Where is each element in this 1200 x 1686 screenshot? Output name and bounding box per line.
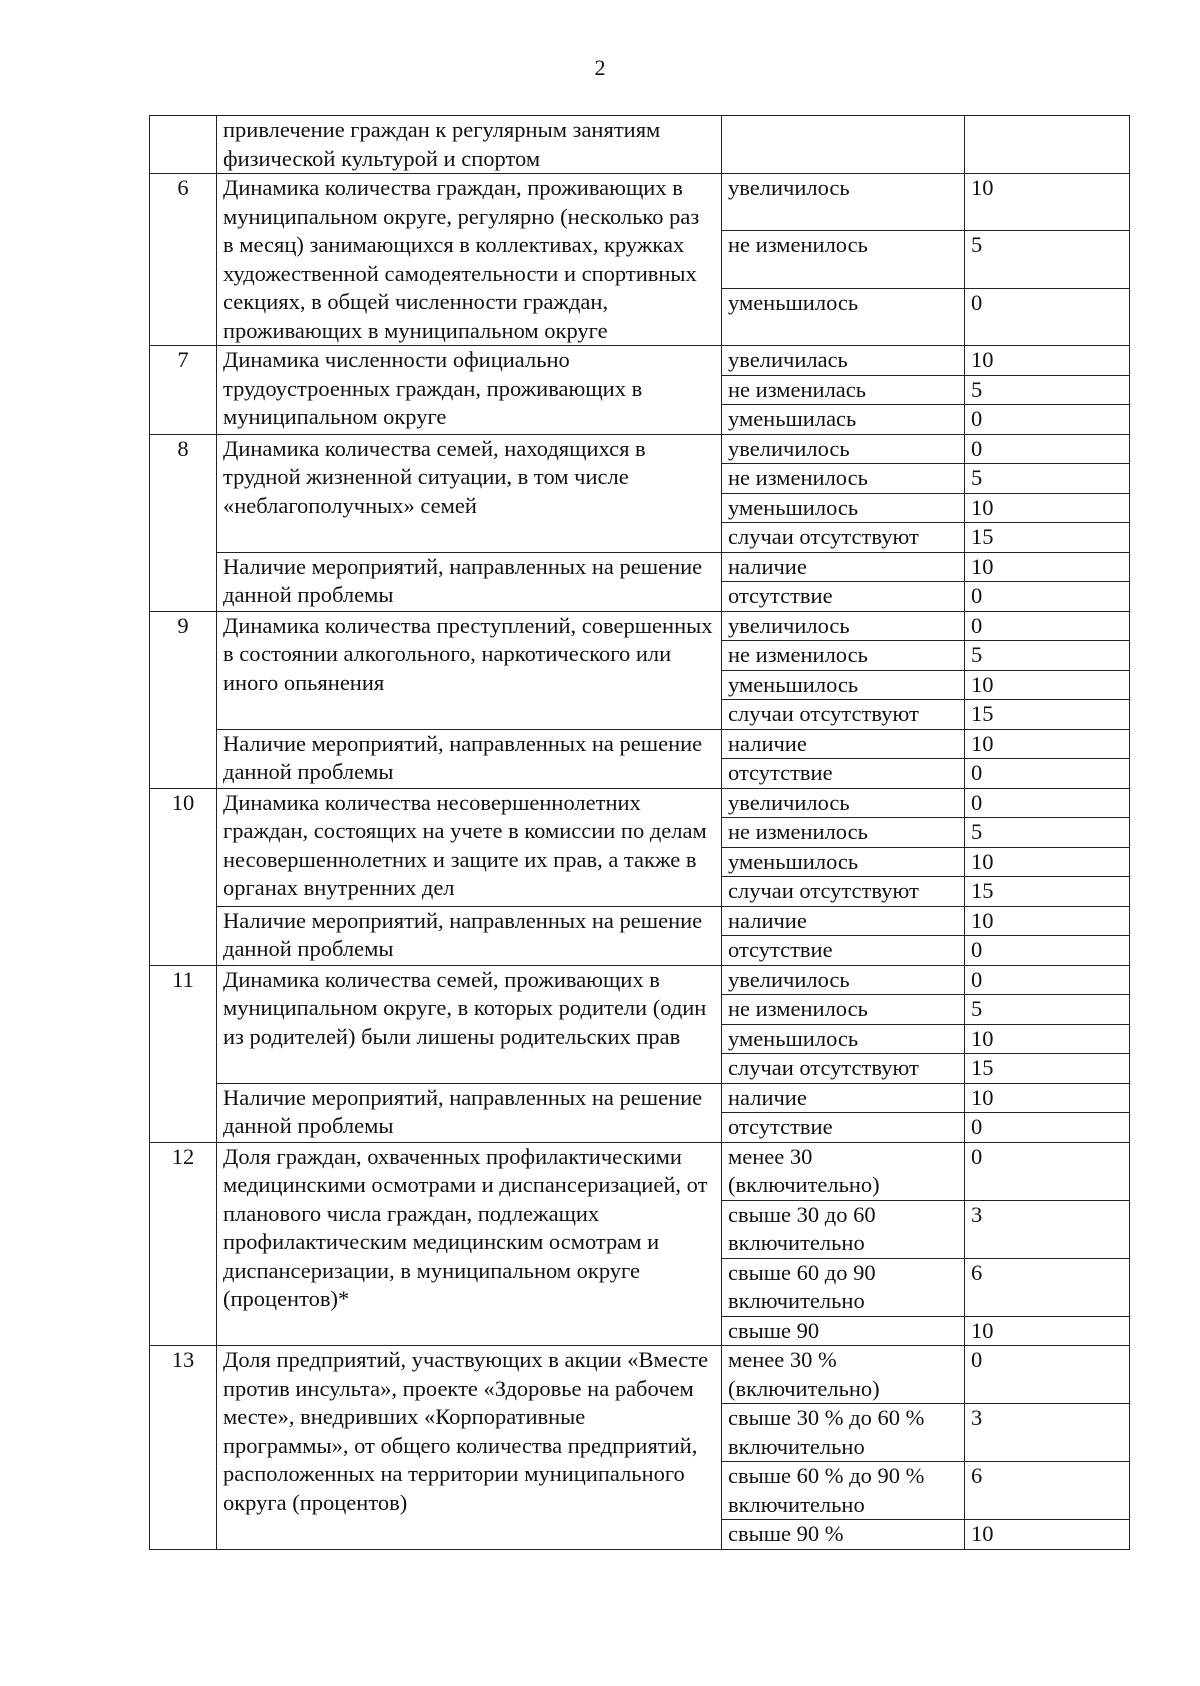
criterion-text: Динамика численности официально трудоустроенных граждан, проживающих в муниципальном округе — [217, 346, 722, 435]
option-label: наличие — [722, 552, 965, 582]
option-label: увеличилось — [722, 965, 965, 995]
option-label: уменьшилось — [722, 670, 965, 700]
table-row — [150, 1083, 1130, 1113]
option-score: 0 — [965, 759, 1130, 789]
criterion-text: Динамика количества преступлений, совершенных в состоянии алкогольного, наркотического или иного опьянения — [217, 611, 722, 729]
option-score: 10 — [965, 1316, 1130, 1346]
option-label: не изменилось — [722, 641, 965, 671]
criterion-text: Динамика количества семей, находящихся в трудной жизненной ситуации, в том числе «неблагополучных» семей — [217, 434, 722, 552]
option-label: увеличилось — [722, 174, 965, 231]
row-number: 11 — [150, 965, 217, 1142]
table-row — [150, 434, 1130, 464]
option-label: свыше 30 до 60 включительно — [722, 1200, 965, 1258]
option-label: наличие — [722, 729, 965, 759]
option-label: уменьшилось — [722, 847, 965, 877]
option-label: уменьшилась — [722, 405, 965, 435]
option-score: 5 — [965, 464, 1130, 494]
table-row — [150, 788, 1130, 818]
option-label — [722, 116, 965, 174]
option-label: свыше 90 % — [722, 1520, 965, 1550]
option-label: отсутствие — [722, 582, 965, 612]
row-number: 9 — [150, 611, 217, 788]
option-score: 0 — [965, 1142, 1130, 1200]
option-score: 10 — [965, 552, 1130, 582]
option-score: 0 — [965, 1346, 1130, 1404]
option-label: уменьшилось — [722, 1024, 965, 1054]
option-label: менее 30 (включительно) — [722, 1142, 965, 1200]
option-label: наличие — [722, 906, 965, 936]
criterion-text: Наличие мероприятий, направленных на решение данной проблемы — [217, 1083, 722, 1142]
option-score: 10 — [965, 174, 1130, 231]
option-score: 15 — [965, 523, 1130, 553]
table-row — [150, 729, 1130, 759]
option-score: 15 — [965, 1054, 1130, 1084]
table-row — [150, 552, 1130, 582]
option-label: свыше 30 % до 60 % включительно — [722, 1404, 965, 1462]
row-number: 6 — [150, 174, 217, 346]
row-number — [150, 116, 217, 174]
row-number: 12 — [150, 1142, 217, 1346]
option-score: 5 — [965, 818, 1130, 848]
row-number: 8 — [150, 434, 217, 611]
row-number: 13 — [150, 1346, 217, 1550]
option-score: 0 — [965, 434, 1130, 464]
option-score: 0 — [965, 288, 1130, 345]
option-score: 0 — [965, 936, 1130, 966]
option-label: свыше 60 до 90 включительно — [722, 1258, 965, 1316]
option-label: случаи отсутствуют — [722, 700, 965, 730]
option-label: увеличилось — [722, 788, 965, 818]
option-label: уменьшилось — [722, 288, 965, 345]
row-number: 7 — [150, 346, 217, 435]
option-label: не изменилось — [722, 464, 965, 494]
criterion-text: Наличие мероприятий, направленных на решение данной проблемы — [217, 552, 722, 611]
option-score: 5 — [965, 231, 1130, 288]
option-label: не изменилось — [722, 995, 965, 1025]
option-score: 0 — [965, 1113, 1130, 1143]
criteria-table — [149, 115, 1130, 1550]
table-row — [150, 346, 1130, 376]
criterion-text: Доля граждан, охваченных профилактическими медицинскими осмотрами и диспансеризацией, от планового числа граждан, подлежащих профилактическим медицинским осмотрам и диспансеризации, в муниципальном округе (процентов)* — [217, 1142, 722, 1346]
page-number: 2 — [594, 55, 606, 80]
option-score: 3 — [965, 1200, 1130, 1258]
table-row — [150, 965, 1130, 995]
criterion-text: Динамика количества семей, проживающих в муниципальном округе, в которых родители (один из родителей) были лишены родительских прав — [217, 965, 722, 1083]
option-score: 0 — [965, 788, 1130, 818]
option-label: не изменилась — [722, 375, 965, 405]
criterion-text: Динамика количества граждан, проживающих в муниципальном округе, регулярно (несколько раз в месяц) занимающихся в коллективах, кружках художественной самодеятельности и спортивных секциях, в общей численности граждан, проживающих в муниципальном округе — [217, 174, 722, 346]
option-label: отсутствие — [722, 936, 965, 966]
option-score: 0 — [965, 582, 1130, 612]
option-label: отсутствие — [722, 759, 965, 789]
criterion-text: Наличие мероприятий, направленных на решение данной проблемы — [217, 729, 722, 788]
option-label: отсутствие — [722, 1113, 965, 1143]
option-score: 10 — [965, 1083, 1130, 1113]
table-row — [150, 906, 1130, 936]
option-score: 6 — [965, 1462, 1130, 1520]
option-score: 5 — [965, 375, 1130, 405]
option-score: 10 — [965, 493, 1130, 523]
option-label: не изменилось — [722, 818, 965, 848]
option-score: 15 — [965, 700, 1130, 730]
option-score: 10 — [965, 670, 1130, 700]
option-score: 6 — [965, 1258, 1130, 1316]
table-row — [150, 116, 1130, 174]
table-row — [150, 1346, 1130, 1404]
option-label: случаи отсутствуют — [722, 523, 965, 553]
option-label: увеличилось — [722, 434, 965, 464]
criterion-text: Наличие мероприятий, направленных на решение данной проблемы — [217, 906, 722, 965]
option-label: свыше 60 % до 90 % включительно — [722, 1462, 965, 1520]
option-label: случаи отсутствуют — [722, 877, 965, 907]
option-score: 5 — [965, 641, 1130, 671]
option-score: 0 — [965, 405, 1130, 435]
option-score: 10 — [965, 847, 1130, 877]
option-score: 3 — [965, 1404, 1130, 1462]
option-label: уменьшилось — [722, 493, 965, 523]
option-label: случаи отсутствуют — [722, 1054, 965, 1084]
criterion-text: Динамика количества несовершеннолетних граждан, состоящих на учете в комиссии по делам несовершеннолетних и защите их прав, а также в органах внутренних дел — [217, 788, 722, 906]
row-number: 10 — [150, 788, 217, 965]
option-score: 10 — [965, 346, 1130, 376]
option-score: 15 — [965, 877, 1130, 907]
table-row — [150, 174, 1130, 231]
option-score: 10 — [965, 906, 1130, 936]
table-row — [150, 1142, 1130, 1200]
option-score: 0 — [965, 611, 1130, 641]
option-label: увеличилась — [722, 346, 965, 376]
option-label: не изменилось — [722, 231, 965, 288]
option-score: 10 — [965, 1024, 1130, 1054]
table-row — [150, 611, 1130, 641]
criterion-text: привлечение граждан к регулярным занятиям физической культурой и спортом — [217, 116, 722, 174]
option-score — [965, 116, 1130, 174]
option-label: наличие — [722, 1083, 965, 1113]
option-label: менее 30 % (включительно) — [722, 1346, 965, 1404]
option-score: 5 — [965, 995, 1130, 1025]
option-label: увеличилось — [722, 611, 965, 641]
option-score: 0 — [965, 965, 1130, 995]
option-score: 10 — [965, 729, 1130, 759]
option-score: 10 — [965, 1520, 1130, 1550]
option-label: свыше 90 — [722, 1316, 965, 1346]
criterion-text: Доля предприятий, участвующих в акции «Вместе против инсульта», проекте «Здоровье на рабочем месте», внедривших «Корпоративные программы», от общего количества предприятий, расположенных на территории муниципального округа (процентов) — [217, 1346, 722, 1550]
